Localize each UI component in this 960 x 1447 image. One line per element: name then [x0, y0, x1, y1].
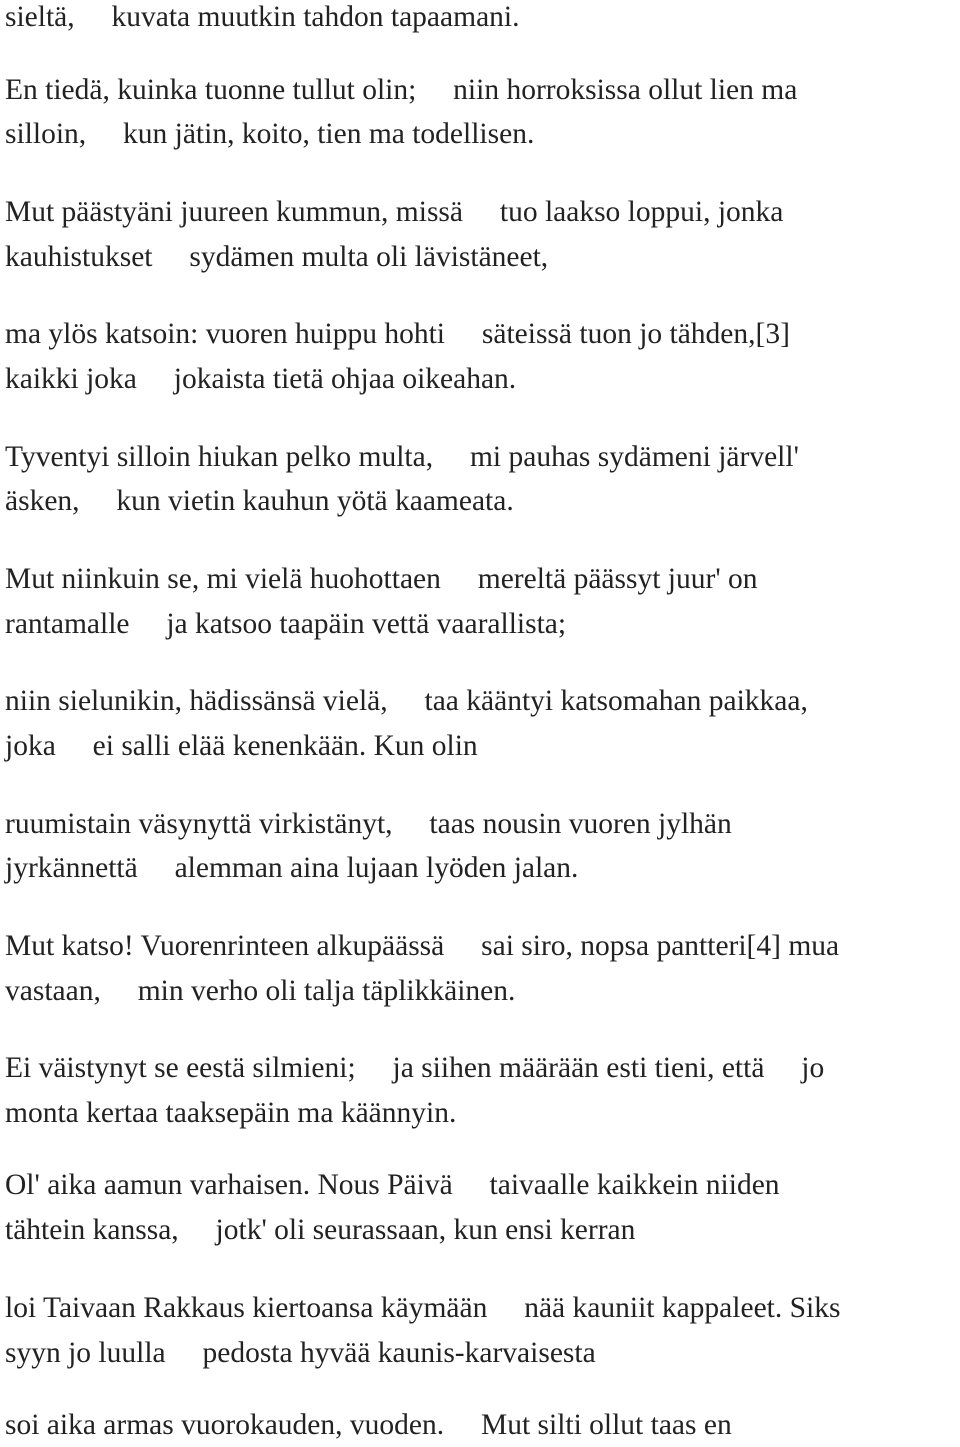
- text-line: äsken, kun vietin kauhun yötä kaameata.: [5, 485, 514, 517]
- text-line: Tyventyi silloin hiukan pelko multa, mi pauhas sydämeni järvell': [5, 441, 799, 473]
- text-line: ma ylös katsoin: vuoren huippu hohti säteissä tuon jo tähden,[3]: [5, 318, 790, 350]
- text-line: kauhistukset sydämen multa oli lävistäneet,: [5, 241, 549, 273]
- text-line: tähtein kanssa, jotk' oli seurassaan, kun ensi kerran: [5, 1214, 636, 1246]
- text-line: niin sielunikin, hädissänsä vielä, taa kääntyi katsomahan paikkaa,: [5, 685, 808, 717]
- text-line: kaikki joka jokaista tietä ohjaa oikeahan.: [5, 363, 517, 395]
- text-line: loi Taivaan Rakkaus kiertoansa käymään nää kauniit kappaleet. Siks: [5, 1292, 841, 1324]
- text-line: sieltä, kuvata muutkin tahdon tapaamani.: [5, 1, 520, 33]
- text-line: jyrkännettä alemman aina lujaan lyöden jalan.: [5, 852, 579, 884]
- text-line: vastaan, min verho oli talja täplikkäinen.: [5, 975, 516, 1007]
- text-line: Ol' aika aamun varhaisen. Nous Päivä taivaalle kaikkein niiden: [5, 1169, 780, 1201]
- text-line: Ei väistynyt se eestä silmieni; ja siihen määrään esti tieni, että jo: [5, 1052, 825, 1084]
- text-line: syyn jo luulla pedosta hyvää kaunis-karvaisesta: [5, 1337, 596, 1369]
- text-line: joka ei salli elää kenenkään. Kun olin: [5, 730, 478, 762]
- text-line: soi aika armas vuorokauden, vuoden. Mut silti ollut taas en: [5, 1409, 732, 1441]
- text-line: monta kertaa taaksepäin ma käännyin.: [5, 1097, 457, 1129]
- text-line: Mut niinkuin se, mi vielä huohottaen mereltä päässyt juur' on: [5, 563, 758, 595]
- text-line: rantamalle ja katsoo taapäin vettä vaarallista;: [5, 608, 567, 640]
- text-line: silloin, kun jätin, koito, tien ma todellisen.: [5, 118, 535, 150]
- text-line: Mut päästyäni juureen kummun, missä tuo laakso loppui, jonka: [5, 196, 784, 228]
- text-line: En tiedä, kuinka tuonne tullut olin; niin horroksissa ollut lien ma: [5, 74, 798, 106]
- text-line: ruumistain väsynyttä virkistänyt, taas nousin vuoren jylhän: [5, 808, 732, 840]
- text-line: Mut katso! Vuorenrinteen alkupäässä sai siro, nopsa pantteri[4] mua: [5, 930, 840, 962]
